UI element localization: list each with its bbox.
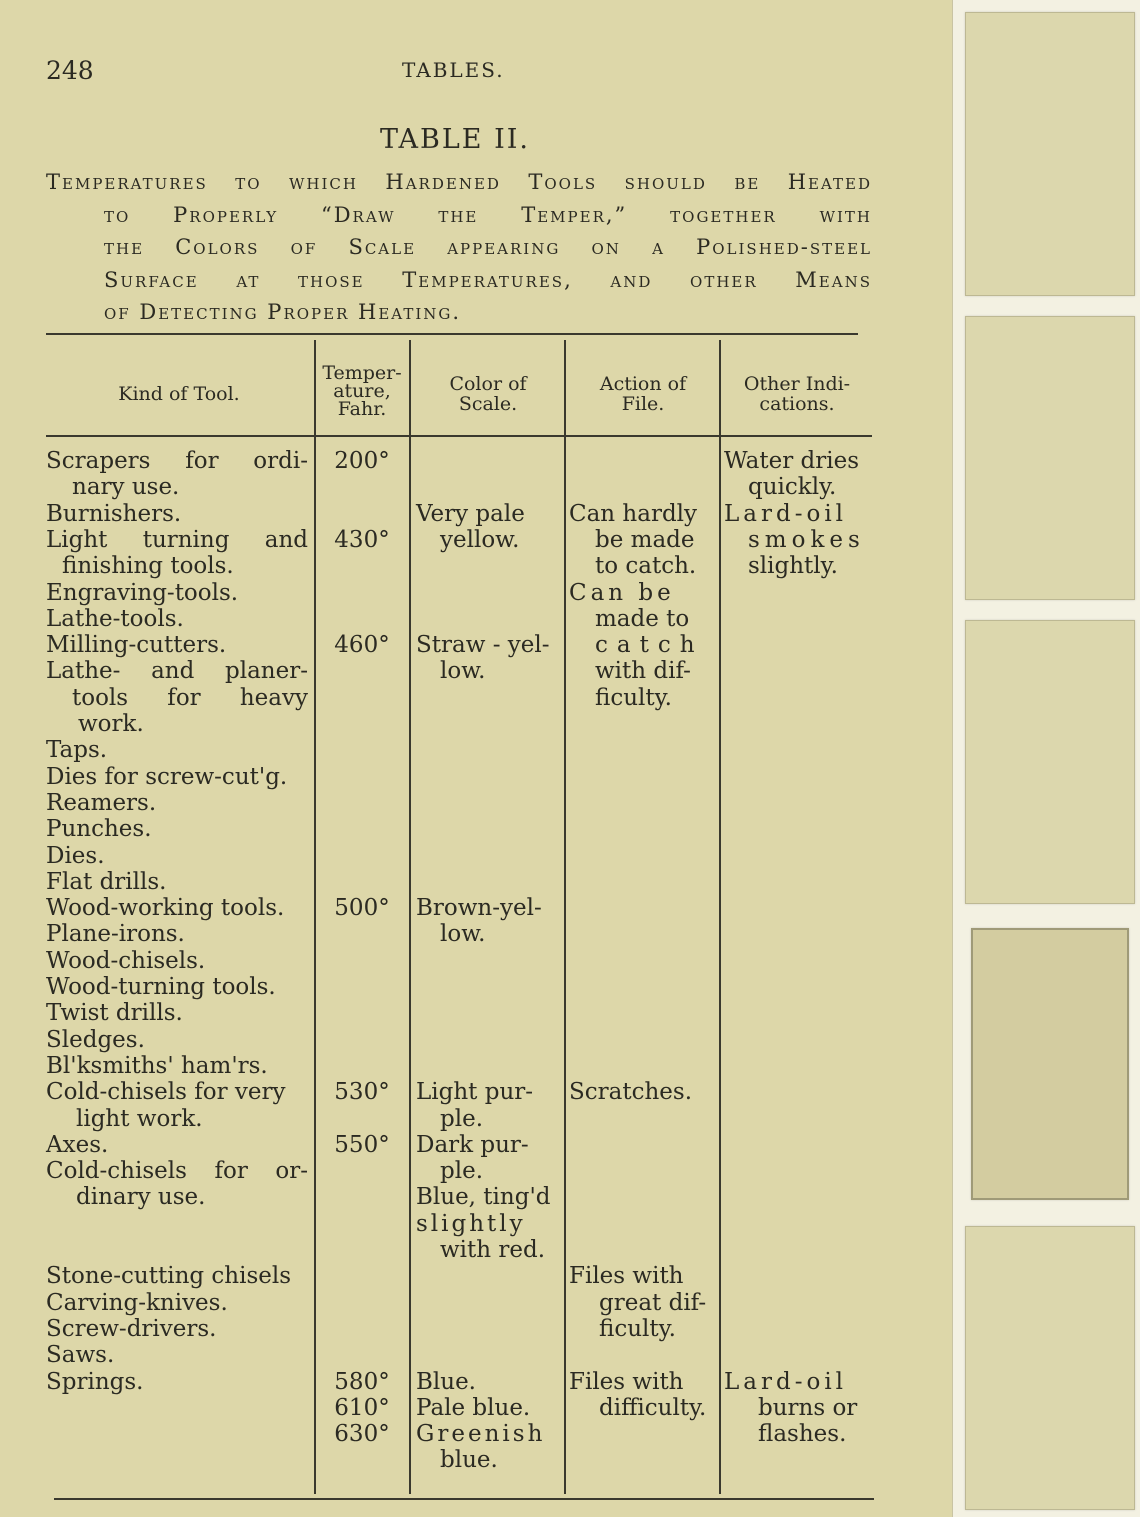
table-cell-line: Blue, ting'd: [416, 1184, 551, 1211]
table-cell-line: Saws.: [46, 1342, 115, 1369]
table-cell-line: Bl'ksmiths' ham'rs.: [46, 1052, 268, 1079]
table-cell-line: 550°: [334, 1131, 390, 1158]
table-cell-line: yellow.: [440, 526, 520, 553]
table-cell-line: great dif-: [599, 1289, 707, 1316]
table-cell-line: slightly.: [748, 553, 838, 580]
table-cell-line: catch: [595, 632, 704, 659]
table-cell-line: Milling-cutters.: [46, 632, 227, 659]
table-cell-line: Engraving-tools.: [46, 579, 239, 606]
table-cell-line: flashes.: [758, 1421, 847, 1448]
table-cell-line: 610°: [334, 1394, 390, 1421]
table-cell-line: Lathe- and planer-: [46, 658, 308, 685]
table-cell-line: Stone-cutting chisels: [46, 1263, 292, 1290]
table-bottom-rule: [54, 1498, 874, 1500]
table-cell-line: Flat drills.: [46, 868, 167, 895]
table-cell-line: blue.: [440, 1447, 498, 1474]
table-cell-line: Scratches.: [569, 1079, 693, 1106]
page-thumbnail-3[interactable]: [965, 620, 1135, 904]
table-cell-line: Can hardly: [569, 500, 698, 527]
table-cell-line: nary use.: [72, 474, 180, 501]
table-cell-line: finishing tools.: [62, 553, 234, 580]
page-thumbnail-2[interactable]: [965, 316, 1135, 600]
column-divider: [314, 340, 316, 1494]
page-thumbnail-sidebar: [952, 0, 1140, 1517]
table-cell-line: Springs.: [46, 1368, 144, 1395]
table-cell-line: slightly: [416, 1210, 526, 1237]
table-cell-line: Wood-turning tools.: [46, 974, 276, 1000]
page-number: 248: [46, 56, 94, 85]
table-cell-line: smokes: [748, 526, 865, 553]
table-cell-line: burns or: [758, 1394, 858, 1421]
table-cell-line: Brown-yel-: [416, 895, 542, 922]
table-cell-line: Pale blue.: [416, 1394, 531, 1421]
caption-line: of Detecting Proper Heating.: [104, 300, 462, 324]
table-cell-line: ple.: [440, 1105, 484, 1132]
table-cell-line: Very pale: [416, 500, 525, 527]
table-cell-line: made to: [595, 605, 690, 632]
table-cell-line: Screw-drivers.: [46, 1315, 217, 1342]
caption-line: Surface at those Temperatures, and other Means: [104, 267, 872, 292]
table-cell-line: low.: [440, 658, 486, 685]
table-cell-line: 500°: [334, 895, 390, 922]
table-cell-line: Scrapers for ordi-: [46, 448, 308, 474]
header-other-indications: Other Indi- cations.: [743, 373, 851, 415]
table-cell-line: Lard-oil: [724, 1368, 848, 1395]
table-cell-line: difficulty.: [599, 1394, 707, 1421]
table-cell-line: be made: [595, 526, 695, 553]
table-cell-line: Carving-knives.: [46, 1289, 228, 1316]
table-cell-line: Cold-chisels for or-: [46, 1158, 308, 1185]
table-cell-line: Taps.: [46, 737, 108, 764]
table-cell-line: Dark pur-: [416, 1131, 529, 1158]
table-cell-line: 460°: [334, 632, 390, 659]
table-cell-line: Dies.: [46, 842, 105, 869]
table-cell-line: Lard-oil: [724, 500, 848, 527]
table-cell-line: Wood-working tools.: [46, 895, 285, 922]
table-caption: [46, 166, 872, 329]
table-cell-line: 430°: [334, 526, 390, 553]
table-cell-line: Punches.: [46, 816, 152, 843]
table-cell-line: Sledges.: [46, 1026, 145, 1053]
table-cell-line: 580°: [334, 1368, 390, 1395]
header-color-of-scale: Color of Scale.: [449, 373, 527, 415]
table-cell-line: Straw - yel-: [416, 632, 550, 659]
table-cell-line: Files with: [569, 1263, 684, 1290]
table-cell-line: Blue.: [416, 1368, 476, 1395]
page-thumbnail-5[interactable]: [965, 1226, 1135, 1510]
table-cell-line: tools for heavy: [72, 684, 308, 711]
table-cell-line: light work.: [76, 1105, 203, 1132]
table-cell-line: Can be: [569, 579, 675, 606]
table-cell-line: quickly.: [748, 474, 837, 501]
table-cell-line: 530°: [334, 1079, 390, 1106]
table-cell-line: dinary use.: [76, 1184, 206, 1211]
table-cell-line: Burnishers.: [46, 500, 182, 527]
table-cell-line: 200°: [334, 448, 390, 474]
header-kind-of-tool: Kind of Tool.: [118, 383, 240, 405]
table-cell-line: Twist drills.: [46, 1000, 183, 1027]
table-cell-line: Files with: [569, 1368, 684, 1395]
table-cell-line: Wood-chisels.: [46, 947, 206, 974]
table-cell-line: Reamers.: [46, 789, 157, 816]
page-thumbnail-1[interactable]: [965, 12, 1135, 296]
table-cell-line: low.: [440, 921, 486, 948]
header-action-of-file: Action of File.: [599, 373, 687, 415]
table-cell-line: Dies for screw-cut'g.: [46, 763, 288, 790]
table-cell-line: Water dries: [724, 448, 860, 474]
table-cell-line: with dif-: [595, 658, 691, 685]
table-cell-line: work.: [78, 711, 144, 737]
table-title: TABLE II.: [380, 124, 531, 155]
table-cell-line: Light pur-: [416, 1079, 534, 1106]
table-cell-line: Greenish: [416, 1421, 546, 1448]
table-cell-line: Lathe-tools.: [46, 605, 184, 632]
table-cell-line: Plane-irons.: [46, 921, 185, 948]
table-cell-line: Cold-chisels for very: [46, 1079, 286, 1106]
table-cell-line: to catch.: [595, 553, 697, 580]
table-cell-line: Axes.: [46, 1131, 109, 1158]
column-divider: [409, 340, 411, 1494]
header-temperature: Temper- ature, Fahr.: [322, 362, 402, 420]
table-cell-line: with red.: [440, 1237, 546, 1263]
table-top-rule: [46, 333, 858, 335]
column-divider: [564, 340, 566, 1494]
running-head: TABLES.: [402, 58, 505, 82]
table-cell-line: 630°: [334, 1421, 390, 1448]
caption-line: Temperatures to which Hardened Tools should be Heated: [46, 170, 872, 194]
caption-line: the Colors of Scale appearing on a Polished-steel: [104, 235, 872, 259]
table-cell-line: ficulty.: [599, 1315, 676, 1342]
page-thumbnail-4[interactable]: [971, 928, 1129, 1200]
table-cell-line: Light turning and: [46, 526, 308, 553]
header-rule: [46, 435, 872, 437]
table-cell-line: ficulty.: [595, 684, 672, 711]
caption-line: to Properly “Draw the Temper,” together with: [104, 202, 872, 227]
table-cell-line: ple.: [440, 1158, 484, 1185]
column-divider: [719, 340, 721, 1494]
